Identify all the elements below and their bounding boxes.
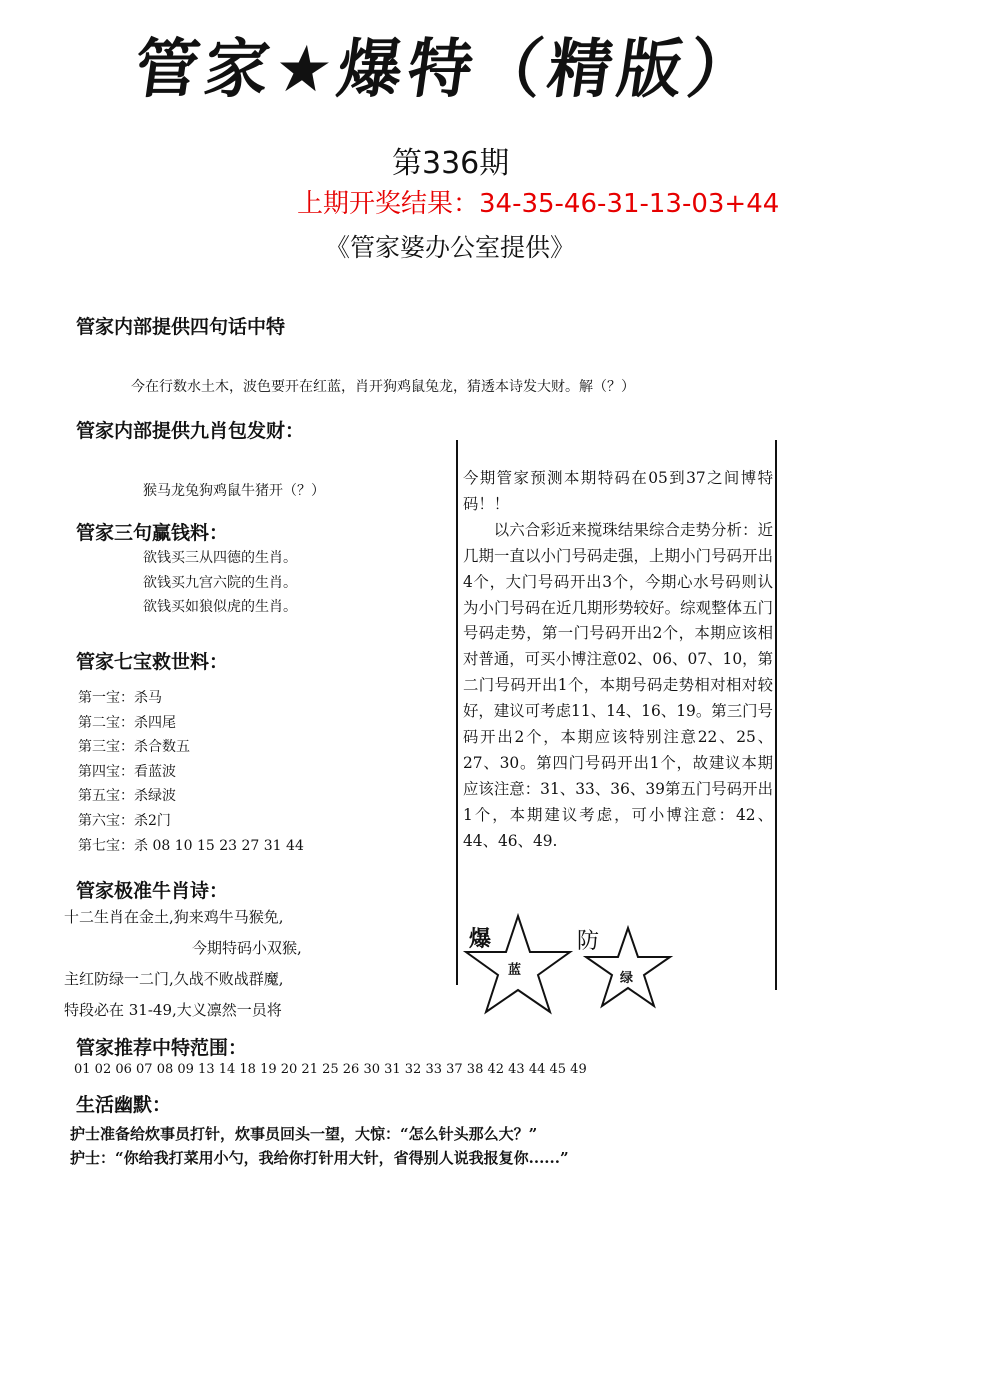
three-lines-item: 欲钱买三从四德的生肖。 [143,550,297,566]
explode-label: 爆 [469,927,492,952]
analysis-intro: 今期管家预测本期特码在05到37之间博特码！！ [463,469,773,513]
nine-zodiac-heading: 管家内部提供九肖包发财： [76,420,305,442]
provider-credit: 《管家婆办公室提供》 [325,233,576,262]
poem-line: 今期特码小双猴, [192,939,302,957]
humor-text [70,1122,569,1170]
four-lines-heading: 管家内部提供四句话中特 [76,316,286,338]
poem-lines [64,902,364,1026]
three-lines-list [143,546,297,620]
three-lines-heading: 管家三句赢钱料： [76,522,229,544]
left-divider [456,440,458,985]
treasure-item: 第三宝：杀合数五 [78,739,190,756]
poem-line: 特段必在 31-49,大义凛然一员将 [64,1001,282,1019]
issue-number: 第336期 [392,146,510,181]
humor-heading: 生活幽默： [76,1094,172,1116]
analysis-body: 以六合彩近来搅珠结果综合走势分析：近几期一直以小门号码走强，上期小门号码开出4个，大门号码开出3个，今期心水号码则认为小门号码在近几期形势较好。综观整体五门号码走势，第一门号码开出2个，本期应该相对普通，可买小博注意02、06、07、10，第二门号码开出1个，本期号码走势相对相对较好，建议可考虑11、14、16、19。第三门号码开出2个，本期应该特别注意22、25、27、30。第四门号码开出1个，故建议本期应该注意：31、33、36、39第五门号码开出1个，本期建议考虑，可小博注意：42、44、46、49. [463,520,773,850]
poem-line: 主红防绿一二门,久战不败战群魔, [64,970,284,988]
analysis-text [463,466,773,855]
treasure-item: 第二宝：杀四尾 [78,714,176,731]
guard-color: 绿 [620,971,634,986]
humor-line: 护士：“你给我打菜用小勺，我给你打针用大针，省得别人说我报复你......” [70,1149,569,1167]
three-lines-item: 欲钱买九宫六院的生肖。 [143,574,297,591]
treasure-item: 第七宝：杀 08 10 15 23 27 31 44 [78,837,304,854]
treasure-item: 第一宝：杀马 [78,690,162,706]
seven-treasures-list [78,686,304,858]
four-lines-text: 今在行数水土木，波色要开在红蓝，肖开狗鸡鼠兔龙，猜透本诗发大财。解（？） [131,379,635,395]
poem-heading: 管家极准牛肖诗： [76,880,229,902]
treasure-item: 第四宝：看蓝波 [78,763,176,780]
right-divider [775,440,777,990]
guard-label: 防 [577,929,600,954]
range-heading: 管家推荐中特范围： [76,1037,248,1059]
page-title: 管家★爆特（精版） [129,33,764,107]
range-numbers: 01 02 06 07 08 09 13 14 18 19 20 21 25 26 30 31 32 33 37 38 42 43 44 45 49 [74,1062,587,1077]
poem-line: 十二生肖在金土,狗来鸡牛马猴免, [64,908,284,926]
nine-zodiac-text: 猴马龙兔狗鸡鼠牛猪开（？） [143,483,325,499]
explode-color: 蓝 [508,963,522,978]
last-draw-result: 上期开奖结果：34-35-46-31-13-03+44 [297,189,780,219]
three-lines-item: 欲钱买如狼似虎的生肖。 [143,599,297,615]
seven-treasures-heading: 管家七宝救世料： [76,651,229,673]
treasure-item: 第六宝：杀2门 [78,812,171,829]
treasure-item: 第五宝：杀绿波 [78,788,176,805]
humor-line: 护士准备给炊事员打针，炊事员回头一望，大惊：“怎么针头那么大？” [70,1125,538,1143]
